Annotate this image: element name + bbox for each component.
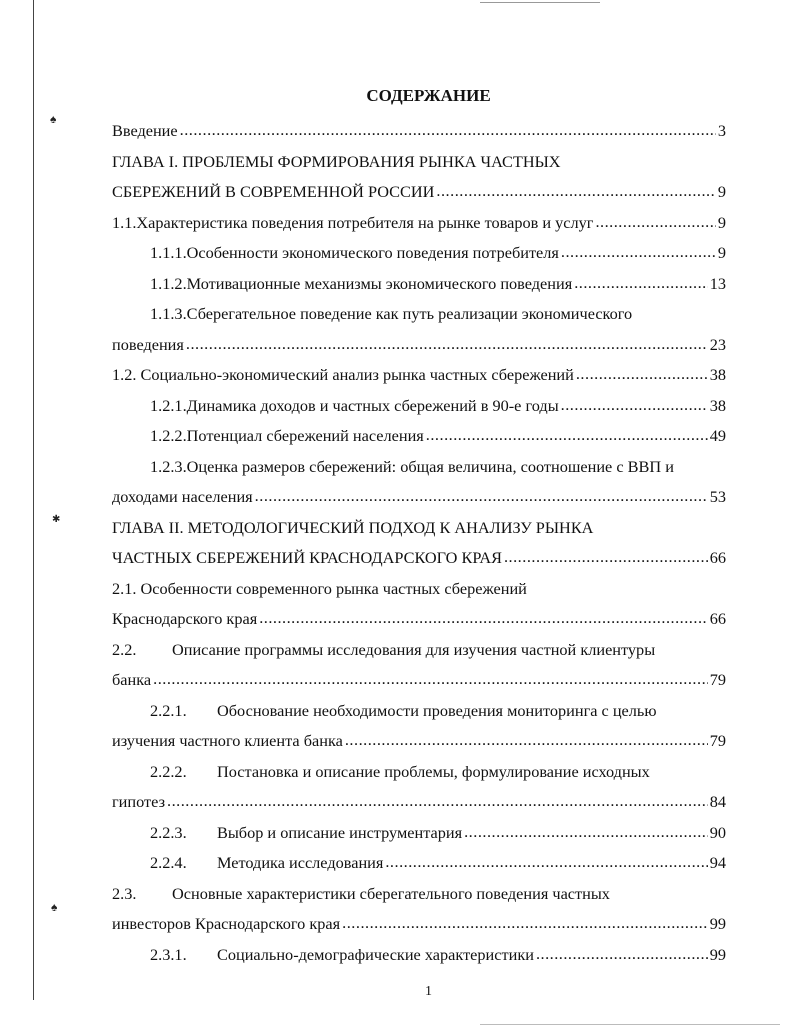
toc-entry-page: 99 — [709, 914, 726, 933]
toc-entry-text: Обоснование необходимости проведения мониторинга с целью — [217, 700, 657, 720]
toc-entry — [112, 208, 726, 239]
toc-entry — [112, 269, 726, 300]
toc-entry — [112, 391, 726, 422]
toc-entry-text: Основные характеристики сберегательного поведения частных — [172, 883, 610, 903]
toc-entry — [112, 421, 726, 452]
toc-entry-number: 2.2.3. — [150, 822, 187, 842]
scan-mark: ♠ — [51, 900, 58, 914]
dot-leader — [536, 939, 708, 970]
dot-leader — [561, 237, 716, 268]
dot-leader — [342, 908, 708, 939]
toc-entry-text: 1.1.2.Мотивационные механизмы экономического поведения — [150, 273, 573, 293]
toc-entry — [112, 330, 726, 361]
toc-entry-text: 1.2. Социально-экономический анализ рынка частных сбережений — [112, 365, 574, 384]
toc-entry — [112, 452, 726, 483]
toc-entry — [112, 574, 726, 605]
toc-entry — [112, 360, 726, 391]
dot-leader — [574, 268, 708, 299]
toc-entry-text: Выбор и описание инструментария — [217, 822, 463, 842]
dot-leader — [561, 390, 708, 421]
toc-entry-text: доходами населения — [112, 487, 253, 506]
toc-entry-page: 23 — [709, 334, 726, 354]
dot-leader — [345, 725, 708, 756]
toc-entry-page: 66 — [709, 609, 726, 628]
toc-entry-page: 84 — [709, 792, 726, 811]
toc-entry-text: Введение — [112, 121, 178, 140]
toc-entry-page: 94 — [709, 853, 726, 872]
toc-entry-page: 9 — [717, 182, 726, 201]
toc-entry — [112, 604, 726, 635]
toc-entry-page: 9 — [717, 212, 726, 232]
toc-entry — [112, 543, 726, 574]
toc-entry-page: 79 — [709, 670, 726, 689]
dot-leader — [504, 542, 708, 573]
toc-entry-page: 79 — [709, 731, 726, 750]
toc-entry-number: 2.3.1. — [150, 944, 187, 964]
toc-entry-text: Краснодарского края — [112, 609, 258, 628]
toc-entry — [112, 177, 726, 208]
page-title: СОДЕРЖАНИЕ — [366, 86, 491, 105]
page-number: 1 — [425, 984, 432, 999]
toc-entry-number: 2.2.1. — [150, 700, 187, 720]
toc-entry — [112, 665, 726, 696]
dot-leader — [180, 115, 716, 146]
toc-entry-text: ГЛАВА I. ПРОБЛЕМЫ ФОРМИРОВАНИЯ РЫНКА ЧАСТНЫХ — [112, 151, 561, 171]
toc-entry — [112, 635, 726, 666]
toc-entry-page: 13 — [709, 273, 726, 293]
toc-entry-text: 2.1. Особенности современного рынка частных сбережений — [112, 578, 527, 598]
toc-entry-text: 1.2.3.Оценка размеров сбережений: общая величина, соотношение с ВВП и — [150, 456, 674, 476]
toc-entry-number: 2.2.4. — [150, 853, 187, 872]
toc-entry-page: 99 — [709, 944, 726, 964]
toc-entry-text: Методика исследования — [217, 853, 384, 872]
toc-entry-text: 1.1.Характеристика поведения потребителя на рынке товаров и услуг — [112, 212, 594, 232]
toc-entry — [112, 696, 726, 727]
scan-artifact — [480, 2, 600, 3]
toc-entry-page: 3 — [717, 121, 726, 140]
toc-entry-text: 1.1.1.Особенности экономического поведения потребителя — [150, 243, 559, 262]
toc-entry — [112, 116, 726, 147]
toc-entry — [112, 513, 726, 544]
scan-mark: ✱ — [52, 514, 61, 525]
toc-entry-text: гипотез — [112, 792, 166, 811]
toc-entry-number: 2.3. — [112, 883, 137, 903]
dot-leader — [426, 420, 708, 451]
toc-entry-text: ГЛАВА II. МЕТОДОЛОГИЧЕСКИЙ ПОДХОД К АНАЛИЗУ РЫНКА — [112, 517, 594, 537]
toc-entry-text: Постановка и описание проблемы, формулирование исходных — [217, 761, 650, 781]
toc-entry-page: 53 — [709, 487, 726, 506]
toc-entry — [112, 909, 726, 940]
dot-leader — [576, 359, 708, 390]
dot-leader — [167, 786, 708, 817]
toc-entry — [112, 482, 726, 513]
toc-entry-text: 1.2.1.Динамика доходов и частных сбережений в 90-е годы — [150, 395, 559, 415]
dot-leader — [385, 847, 707, 878]
toc-entry-text: инвесторов Краснодарского края — [112, 914, 341, 933]
toc-entry-page: 38 — [709, 365, 726, 384]
toc-entry-text: ЧАСТНЫХ СБЕРЕЖЕНИЙ КРАСНОДАРСКОГО КРАЯ — [112, 548, 502, 567]
toc-entry — [112, 147, 726, 178]
dot-leader — [153, 664, 708, 695]
toc-entry-page: 66 — [709, 548, 726, 567]
dot-leader — [255, 481, 708, 512]
toc-entry-page: 38 — [709, 395, 726, 415]
toc-entry-text: Социально-демографические характеристики — [217, 944, 534, 964]
toc-entry — [112, 757, 726, 788]
dot-leader — [186, 329, 708, 360]
toc-entry — [112, 940, 726, 971]
toc-entry-text: банка — [112, 670, 152, 689]
toc-entry-page: 49 — [709, 426, 726, 445]
dot-leader — [259, 603, 708, 634]
scan-edge-line — [33, 0, 34, 1000]
table-of-contents — [112, 116, 726, 970]
toc-entry-text: Описание программы исследования для изучения частной клиентуры — [172, 639, 656, 659]
toc-entry-text: СБЕРЕЖЕНИЙ В СОВРЕМЕННОЙ РОССИИ — [112, 182, 435, 201]
toc-entry — [112, 726, 726, 757]
toc-entry — [112, 879, 726, 910]
dot-leader — [595, 207, 715, 238]
toc-entry-text: изучения частного клиента банка — [112, 731, 343, 750]
toc-entry-number: 2.2. — [112, 639, 137, 659]
toc-entry — [112, 238, 726, 269]
toc-entry — [112, 818, 726, 849]
toc-entry — [112, 848, 726, 879]
toc-entry-text: 1.1.3.Сберегательное поведение как путь реализации экономического — [150, 304, 633, 323]
scan-artifact — [480, 1024, 780, 1025]
toc-entry-text: 1.2.2.Потенциал сбережений населения — [150, 426, 424, 445]
scan-mark: ♠ — [50, 112, 57, 126]
dot-leader — [464, 817, 708, 848]
toc-entry-page: 90 — [709, 822, 726, 842]
toc-entry-number: 2.2.2. — [150, 761, 187, 781]
toc-entry-text: поведения — [112, 334, 184, 354]
toc-entry-page: 9 — [717, 243, 726, 262]
toc-entry — [112, 299, 726, 330]
dot-leader — [436, 176, 715, 207]
toc-entry — [112, 787, 726, 818]
